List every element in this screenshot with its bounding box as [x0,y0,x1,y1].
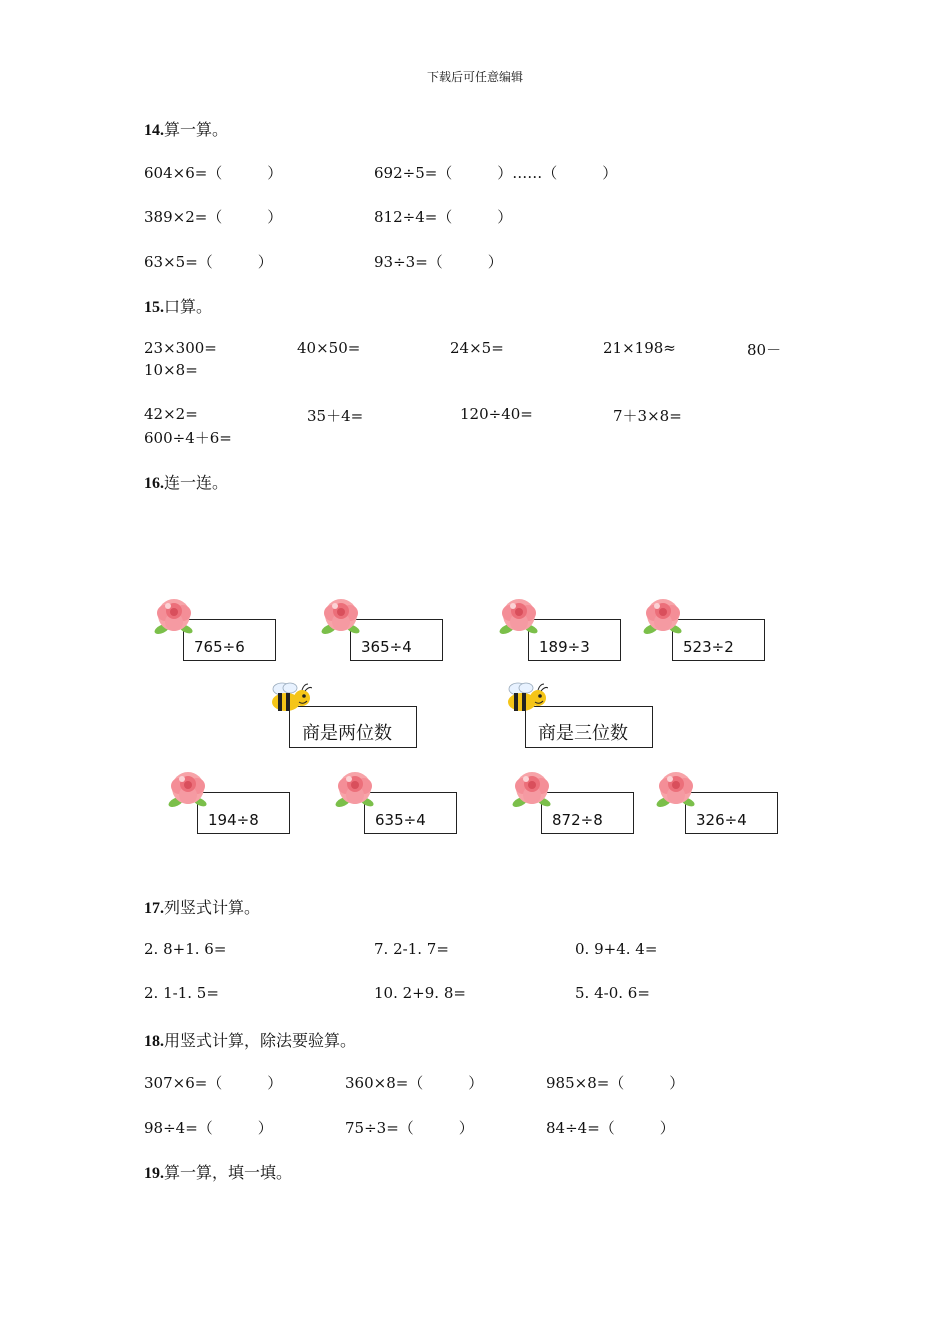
division-card[interactable]: 189÷3 [528,619,621,661]
division-card[interactable]: 635÷4 [364,792,457,834]
question-title: 算一算。 [164,120,229,139]
question-title: 口算。 [164,297,213,316]
question-number: 19. [144,1165,164,1182]
question-number: 18. [144,1033,164,1050]
question-title: 连一连。 [164,473,229,492]
rose-flower-icon [319,596,363,636]
q18-item: 985×8=（ ） [546,1074,685,1092]
q18-item: 307×6=（ ） [144,1074,283,1092]
q14-item: 604×6=（ ） [144,164,283,182]
question-15-heading [144,294,212,317]
question-17-heading [144,895,260,918]
q14-item: 63×5=（ ） [144,253,273,271]
category-three-digit-quotient[interactable]: 商是三位数 [525,706,653,748]
q15-item: 35＋4= [307,407,364,425]
q15-item: 120÷40= [460,405,533,423]
q15-item-wrap: 10×8= [144,361,198,379]
question-number: 16. [144,475,164,492]
q15-item: 40×50= [297,339,361,357]
q15-item: 21×198≈ [603,339,676,357]
q17-item: 7. 2-1. 7= [374,940,449,958]
q15-item: 42×2= [144,405,198,423]
q14-item: 93÷3=（ ） [374,253,503,271]
page-header: 下载后可任意编辑 [426,70,523,84]
division-card[interactable]: 326÷4 [685,792,778,834]
question-number: 14. [144,122,164,139]
rose-flower-icon [333,769,377,809]
q15-item-wrap: 600÷4＋6= [144,429,232,447]
rose-flower-icon [654,769,698,809]
division-card[interactable]: 523÷2 [672,619,765,661]
q17-item: 5. 4-0. 6= [575,984,650,1002]
q18-item: 84÷4=（ ） [546,1119,675,1137]
rose-flower-icon [510,769,554,809]
q15-item: 7＋3×8= [613,407,682,425]
q14-item: 389×2=（ ） [144,208,283,226]
question-title: 算一算，填一填。 [164,1163,293,1182]
q17-item: 2. 8+1. 6= [144,940,227,958]
division-card[interactable]: 194÷8 [197,792,290,834]
question-16-heading [144,470,228,493]
q17-item: 2. 1-1. 5= [144,984,219,1002]
question-number: 15. [144,299,164,316]
rose-flower-icon [152,596,196,636]
bee-icon [268,681,312,713]
q14-item: 812÷4=（ ） [374,208,513,226]
rose-flower-icon [641,596,685,636]
division-card[interactable]: 872÷8 [541,792,634,834]
q17-item: 0. 9+4. 4= [575,940,658,958]
question-19-heading [144,1160,292,1183]
question-18-heading [144,1028,356,1051]
division-card[interactable]: 365÷4 [350,619,443,661]
question-title: 用竖式计算，除法要验算。 [164,1031,357,1050]
q15-item: 23×300= [144,339,217,357]
question-14-heading [144,117,228,140]
q18-item: 98÷4=（ ） [144,1119,273,1137]
rose-flower-icon [166,769,210,809]
bee-icon [504,681,548,713]
q17-item: 10. 2+9. 8= [374,984,466,1002]
division-card[interactable]: 765÷6 [183,619,276,661]
q18-item: 75÷3=（ ） [345,1119,474,1137]
q14-item: 692÷5=（ ）……（ ） [374,164,618,182]
q15-item: 24×5= [450,339,504,357]
q15-item: 80－ [747,341,782,359]
rose-flower-icon [497,596,541,636]
question-title: 列竖式计算。 [164,898,261,917]
category-two-digit-quotient[interactable]: 商是两位数 [289,706,417,748]
question-number: 17. [144,900,164,917]
q18-item: 360×8=（ ） [345,1074,484,1092]
